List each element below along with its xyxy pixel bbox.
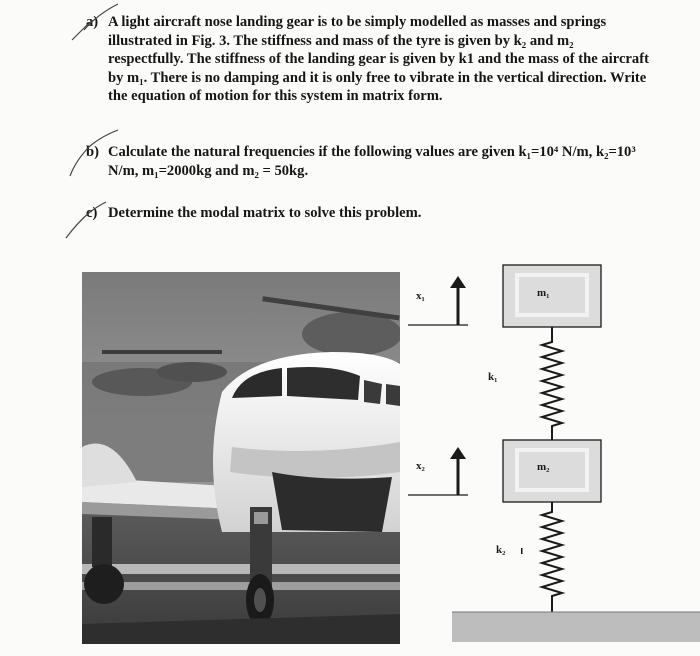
question-b: [86, 143, 693, 180]
ground: [452, 612, 700, 642]
mass-m1-label: m₁: [537, 287, 550, 299]
question-c-label: c): [86, 205, 98, 221]
question-a: [86, 13, 693, 106]
question-b-line-2: N/m, m₁=2000kg and m₂ = 50kg.: [108, 162, 309, 179]
question-c: [86, 204, 693, 223]
spring-k2-label: k₂: [496, 544, 506, 556]
x1-label: x₁: [416, 290, 425, 302]
question-a-line-5: the equation of motion for this system in matrix form.: [108, 88, 443, 105]
question-a-line-3: respectfully. The stiffness of the landing gear is given by k1 and the mass of the aircraft: [108, 51, 649, 68]
question-b-line-1: Calculate the natural frequencies if the following values are given k₁=10⁴ N/m, k₂=10³: [108, 144, 636, 160]
mass-spring-diagram: [400, 250, 700, 650]
mass-m2-label: m₂: [537, 461, 550, 473]
question-a-line-4: by m₁. There is no damping and it is only free to vibrate in the vertical direction. Write: [108, 69, 647, 86]
spring-k1-label: k₁: [488, 371, 498, 383]
question-a-label: a): [86, 14, 99, 30]
question-a-line-1: A light aircraft nose landing gear is to be simply modelled as masses and springs: [108, 14, 607, 30]
question-a-line-2: illustrated in Fig. 3. The stiffness and mass of the tyre is given by k₂ and m₂: [108, 32, 574, 49]
x2-label: x₂: [416, 460, 425, 472]
spring-k1: [542, 327, 562, 440]
question-b-label: b): [86, 144, 99, 160]
spring-k2: [542, 502, 562, 612]
aircraft-photo: [82, 272, 400, 644]
question-c-line-1: Determine the modal matrix to solve this problem.: [108, 205, 422, 221]
